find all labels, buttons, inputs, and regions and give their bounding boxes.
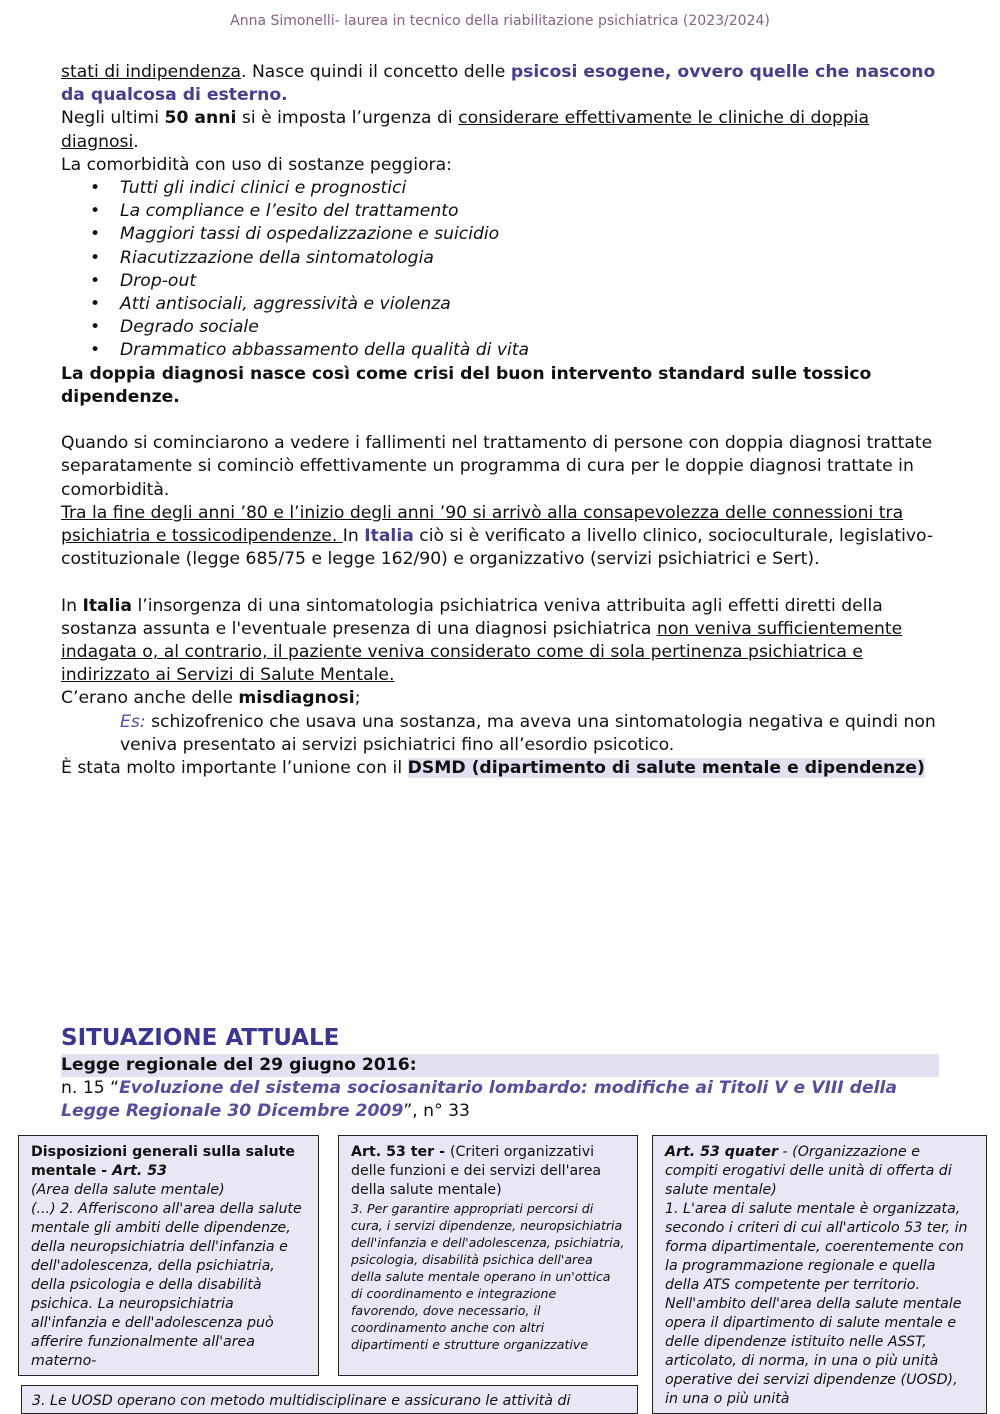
box-body: (...) 2. Afferiscono all'area della salute mentale gli ambiti delle dipendenze, della neuropsichiatria dell'infanzia e dell'adolescenza, della psichiatria, della psicologia e della disabilità psichica. La neuropsichiatria all'infanzia e dell'adolescenza può afferire funzionalmente all'area materno-	[31, 1201, 302, 1369]
article-box-uosd	[21, 1385, 638, 1414]
list-item: • Riacutizzazione della sintomatologia	[61, 247, 941, 270]
bullet-icon: •	[90, 340, 101, 361]
box-title: Art. 53 quater - (Organizzazione e compiti erogativi delle unità di offerta di salute mentale)	[665, 1144, 952, 1198]
box-body: 1. L'area di salute mentale è organizzata, secondo i criteri di cui all'articolo 53 ter, in forma dipartimentale, coerentemente con la programmazione regionale e quella della ATS competente per territorio. Nell'ambito dell'area della salute mentale opera il dipartimento di salute mentale e delle dipendenze istituito nelle ASST, articolato, di norma, in una o più unità operative dei servizi dipendenze (UOSD), in una o più unità	[665, 1201, 968, 1407]
highlighted-text: DSMD (dipartimento di salute mentale e dipendenze)	[407, 758, 925, 779]
blank-line	[61, 409, 941, 432]
list-item: • Drammatico abbassamento della qualità di vita	[61, 339, 941, 362]
list-item: • Maggiori tassi di ospedalizzazione e suicidio	[61, 223, 941, 246]
list-item: • Drop-out	[61, 270, 941, 293]
underlined-text: stati di indipendenza	[61, 62, 242, 82]
article-box-53-ter	[338, 1135, 638, 1376]
paragraph-doppia-diagnosi: La doppia diagnosi nasce così come crisi del buon intervento standard sulle tossico dipendenze.	[61, 363, 872, 407]
example-label: Es:	[120, 711, 146, 732]
paragraph-50-anni: Negli ultimi 50 anni si è imposta l’urgenza di considerare effettivamente le cliniche di doppia diagnosi.	[61, 108, 870, 152]
bullet-icon: •	[90, 224, 101, 245]
article-box-53-quater	[652, 1135, 987, 1414]
box-title: Art. 53 ter - (Criteri organizzativi delle funzioni e dei servizi dell'area della salute mentale)	[351, 1144, 602, 1198]
bullet-icon: •	[90, 270, 101, 291]
bullet-icon: •	[90, 178, 101, 199]
box-title: Disposizioni generali sulla salute mentale - Art. 53	[31, 1144, 295, 1179]
paragraph-comorbidita: La comorbidità con uso di sostanze peggiora:	[61, 154, 452, 175]
paragraph-italia-sintomatologia: In Italia l’insorgenza di una sintomatologia psichiatrica veniva attribuita agli effetti diretti della sostanza assunta e l'eventuale presenza di una diagnosi psichiatrica non veniva sufficientemente indagata o, al contrario, il paziente veniva considerato come di sola pertinenza psichiatrica e indirizzato ai Servizi di Salute Mentale.	[61, 595, 903, 686]
law-heading: Legge regionale del 29 giugno 2016:	[61, 1054, 939, 1077]
list-item: • La compliance e l’esito del trattamento	[61, 200, 941, 223]
example-paragraph: Es: schizofrenico che usava una sostanza, ma aveva una sintomatologia negativa e quindi non veniva presentato ai servizi psichiatrici fino all’esordio psicotico.	[120, 711, 936, 755]
highlight-text: psicosi esogene, ovvero quelle che nascono da qualcosa di esterno.	[61, 62, 936, 106]
box-subtitle: (Area della salute mentale)	[31, 1182, 225, 1198]
paragraph-psicosi-esogene: stati di indipendenza. Nasce quindi il concetto delle psicosi esogene, ovvero quelle che nascono da qualcosa di esterno.	[61, 62, 936, 106]
blank-line	[61, 571, 941, 594]
bullet-icon: •	[90, 247, 101, 268]
situazione-attuale-section	[61, 1024, 941, 1124]
paragraph-fallimenti: Quando si cominciarono a vedere i fallimenti nel trattamento di persone con doppia diagnosi trattate separatamente si cominciò effettivamente un programma di cura per le doppie diagnosi trattate in comorbidità.	[61, 433, 933, 500]
bullet-icon: •	[90, 294, 101, 315]
bullet-list	[61, 177, 941, 363]
bullet-icon: •	[90, 317, 101, 338]
bullet-icon: •	[90, 201, 101, 222]
document-body	[61, 61, 941, 780]
paragraph-misdiagnosi: C’erano anche delle misdiagnosi;	[61, 688, 361, 709]
section-title: SITUAZIONE ATTUALE	[61, 1025, 340, 1051]
paragraph-dsmd: È stata molto importante l’unione con il DSMD (dipartimento di salute mentale e dipendenze)	[61, 758, 925, 779]
list-item: • Tutti gli indici clinici e prognostici	[61, 177, 941, 200]
page-header: Anna Simonelli- laurea in tecnico della riabilitazione psichiatrica (2023/2024)	[230, 13, 770, 29]
paragraph-anni-80-90: Tra la fine degli anni ’80 e l’inizio degli anni ’90 si arrivò alla consapevolezza delle connessioni tra psichiatria e tossicodipendenze. In Italia ciò si è verificato a livello clinico, socioculturale, legislativo-costituzionale (legge 685/75 e legge 162/90) e organizzativo (servizi psichiatrici e Sert).	[61, 502, 934, 570]
article-box-53	[18, 1135, 319, 1376]
law-reference: n. 15 “Evoluzione del sistema sociosanitario lombardo: modifiche ai Titoli V e VIII della Legge Regionale 30 Dicembre 2009”, n° 33	[61, 1078, 898, 1122]
list-item: • Atti antisociali, aggressività e violenza	[61, 293, 941, 316]
box-body: 3. Le UOSD operano con metodo multidisciplinare e assicurano le attività di	[32, 1393, 571, 1409]
law-title: Evoluzione del sistema sociosanitario lombardo: modifiche ai Titoli V e VIII della Legge Regionale 30 Dicembre 2009	[61, 1078, 898, 1122]
list-item: • Degrado sociale	[61, 316, 941, 339]
box-body: 3. Per garantire appropriati percorsi di cura, i servizi dipendenze, neuropsichiatria dell'infanzia e dell'adolescenza, psichiatria, psicologia, disabilità psichica dell'area della salute mentale operano in un'ottica di coordinamento e integrazione favorendo, dove necessario, il coordinamento anche con altri dipartimenti e strutture organizzative	[351, 1201, 625, 1352]
